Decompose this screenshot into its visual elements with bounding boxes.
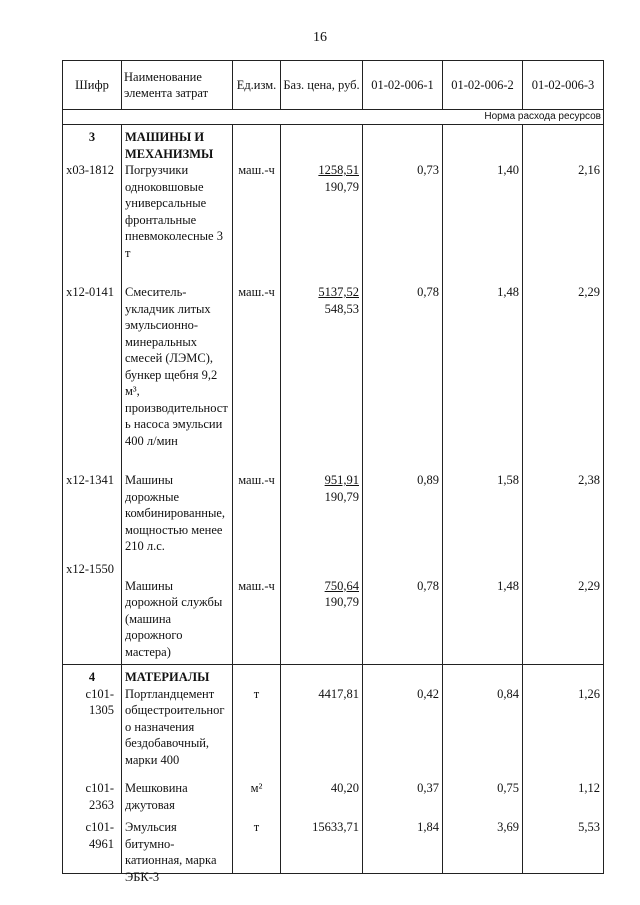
item-code: х12-0141 [66, 285, 114, 299]
item-price [284, 578, 359, 661]
item-value: 1,12 [578, 781, 600, 795]
name-line: пневмоколесные 3 [125, 229, 223, 243]
header-col3: 01-02-006-3 [523, 61, 604, 110]
name-line: марки 400 [125, 752, 180, 767]
item-price: 4417,81 [318, 686, 359, 701]
name-line: общестроительног [125, 703, 225, 717]
section-title: МАТЕРИАЛЫ [125, 670, 210, 684]
name-line: дорожной службы [125, 595, 223, 609]
item-value: 1,58 [497, 473, 519, 487]
name-line: т [125, 245, 131, 260]
name-line: м³, [125, 384, 140, 398]
name-line: дорожные [125, 489, 180, 504]
unit-cell [233, 665, 281, 874]
name-line: джутовая [125, 797, 175, 812]
item-price: 40,20 [330, 781, 359, 795]
price-sub: 548,53 [324, 301, 359, 316]
name-line: Погрузчики [125, 163, 189, 177]
item-value: 0,78 [417, 285, 439, 299]
name-line: дорожного [125, 628, 183, 642]
price-cell [281, 125, 363, 665]
code-cell [63, 665, 122, 874]
item-code: с101-1305 [85, 686, 114, 717]
name-line: Машины [125, 473, 174, 487]
name-line: минеральных [125, 334, 198, 349]
item-value: 0,37 [417, 781, 439, 795]
name-line: бункер щебня 9,2 [125, 367, 218, 382]
header-col2: 01-02-006-2 [443, 61, 523, 110]
item-name [125, 686, 229, 769]
price-main: 5137,52 [318, 285, 359, 299]
section-number: 3 [88, 130, 96, 144]
col1-cell [363, 125, 443, 665]
name-cell [122, 125, 233, 665]
header-price: Баз. цена, руб. [281, 61, 363, 110]
item-price: 15633,71 [312, 820, 359, 834]
name-line: одноковшовые [125, 179, 204, 194]
norm-row [63, 110, 604, 125]
col2-cell [443, 665, 523, 874]
name-line: катионная, марка [125, 853, 217, 867]
name-line: комбинированные, [125, 506, 226, 520]
name-line: 400 л/мин [125, 433, 178, 448]
resource-table [62, 60, 604, 884]
norm-label: Норма расхода ресурсов [63, 110, 604, 125]
col2-cell [443, 125, 523, 665]
item-code: х12-1341 [66, 473, 114, 487]
item-value: 0,89 [417, 473, 439, 487]
item-value: 0,84 [497, 686, 519, 701]
item-value: 1,84 [417, 820, 439, 834]
col1-cell [363, 665, 443, 874]
item-value: 2,29 [578, 578, 600, 593]
name-line: ЭБК-3 [125, 869, 160, 884]
header-col1: 01-02-006-1 [363, 61, 443, 110]
name-line: производительност [125, 400, 228, 415]
name-cell [122, 665, 233, 884]
name-line: фронтальные [125, 212, 197, 227]
page-number: 16 [313, 30, 327, 45]
name-line: 210 л.с. [125, 539, 165, 553]
unit-cell [233, 125, 281, 665]
name-line: ь насоса эмульсии [125, 417, 223, 431]
item-unit: маш.-ч [238, 473, 275, 487]
item-value: 1,48 [497, 285, 519, 299]
name-line: мастера) [125, 644, 171, 659]
section-number: 4 [88, 670, 96, 684]
item-name [125, 284, 229, 449]
name-line: универсальные [125, 196, 207, 210]
section-row [63, 125, 604, 665]
name-line: смесей (ЛЭМС), [125, 351, 214, 365]
item-value: 0,75 [497, 781, 519, 795]
name-line: (машина [125, 611, 172, 626]
item-value: 1,26 [578, 686, 600, 701]
header-name: Наименование элемента затрат [122, 61, 233, 110]
name-line: Эмульсия битумно- [125, 820, 177, 851]
section-title: МАШИНЫ И МЕХАНИЗМЫ [125, 130, 214, 161]
price-main: 750,64 [324, 578, 359, 593]
price-main: 1258,51 [318, 163, 359, 177]
item-name [125, 780, 229, 813]
item-price [284, 284, 359, 449]
price-sub: 190,79 [324, 595, 359, 609]
item-price [284, 162, 359, 261]
item-code: с101-2363 [85, 781, 114, 812]
item-unit: маш.-ч [238, 578, 275, 593]
item-name [125, 819, 229, 884]
item-unit: т [253, 686, 260, 701]
item-value: 1,40 [497, 163, 519, 177]
item-value: 1,48 [497, 578, 519, 593]
price-sub: 190,79 [324, 179, 359, 194]
price-sub: 190,79 [324, 489, 359, 504]
section-row [63, 665, 604, 874]
item-value: 0,78 [417, 578, 439, 593]
col3-cell [523, 665, 604, 874]
name-line: Мешковина [125, 781, 188, 795]
name-line: укладчик литых [125, 301, 211, 316]
item-value: 5,53 [578, 820, 600, 834]
price-main: 951,91 [324, 473, 359, 487]
header-unit: Ед.изм. [233, 61, 281, 110]
item-value: 3,69 [497, 820, 519, 834]
header-row [63, 61, 604, 110]
item-name [125, 578, 229, 661]
col3-cell [523, 125, 604, 665]
name-line: Машины [125, 578, 174, 593]
name-line: эмульсионно- [125, 318, 199, 332]
item-unit: м² [250, 781, 263, 795]
name-line: о назначения [125, 719, 195, 734]
item-code: х03-1812 [66, 163, 114, 177]
code-cell [63, 125, 122, 665]
item-unit: т [253, 820, 260, 834]
item-value: 2,38 [578, 473, 600, 487]
item-code: с101-4961 [85, 820, 114, 851]
item-unit: маш.-ч [238, 163, 275, 177]
item-unit: маш.-ч [238, 285, 275, 299]
item-name [125, 162, 229, 261]
item-price [284, 472, 359, 555]
name-line: Портландцемент [125, 686, 215, 701]
name-line: бездобавочный, [125, 736, 210, 750]
item-value: 0,42 [417, 686, 439, 701]
header-code: Шифр [63, 61, 122, 110]
item-value: 2,29 [578, 285, 600, 299]
item-name [125, 472, 229, 555]
name-line: мощностью менее [125, 522, 223, 537]
item-value: 2,16 [578, 163, 600, 177]
item-code: х12-1550 [66, 562, 114, 576]
price-cell [281, 665, 363, 874]
name-line: Смеситель- [125, 285, 187, 299]
item-value: 0,73 [417, 163, 439, 177]
